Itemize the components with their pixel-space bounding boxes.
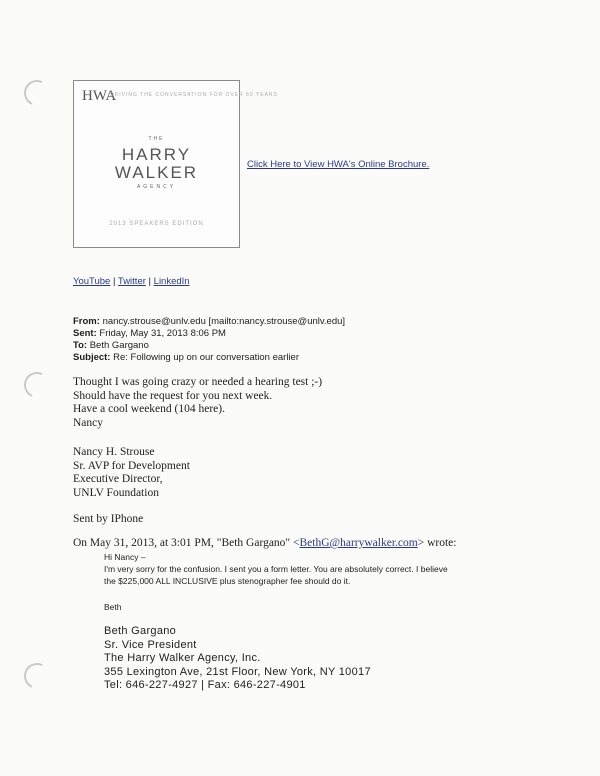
hole-punch-mark-bottom bbox=[20, 659, 53, 692]
to-row bbox=[73, 340, 345, 352]
quoted-body bbox=[104, 551, 448, 587]
quoted-signature-line: Sr. Vice President bbox=[104, 638, 197, 651]
hole-punch-mark-top bbox=[20, 76, 53, 109]
quoted-signature-line: The Harry Walker Agency, Inc. bbox=[104, 652, 261, 664]
quote-intro bbox=[73, 537, 456, 551]
reply-line: Have a cool weekend (104 here). bbox=[73, 403, 225, 415]
reply-line: Thought I was going crazy or needed a hearing test ;-) bbox=[73, 376, 323, 388]
hole-punch-mark-middle bbox=[20, 368, 53, 401]
brochure-title-walker: WALKER bbox=[114, 163, 199, 182]
brochure-title-agency: AGENCY bbox=[136, 184, 177, 190]
quoted-signature bbox=[104, 625, 371, 693]
quote-intro-prefix: On May 31, 2013, at 3:01 PM, "Beth Gargano" < bbox=[73, 537, 300, 549]
social-links bbox=[73, 276, 190, 287]
brochure-edition: 2013 SPEAKERS EDITION bbox=[109, 221, 204, 227]
signature-line: UNLV Foundation bbox=[73, 486, 159, 499]
hwa-logo: HWA bbox=[82, 88, 117, 104]
linkedin-link[interactable]: LinkedIn bbox=[153, 276, 190, 287]
to-value: Beth Gargano bbox=[89, 340, 149, 351]
quoted-signature-line: 355 Lexington Ave, 21st Floor, New York, NY 10017 bbox=[104, 665, 371, 678]
twitter-link[interactable]: Twitter bbox=[117, 276, 146, 287]
to-label: To: bbox=[73, 340, 88, 351]
from-value: nancy.strouse@unlv.edu [mailto:nancy.strouse@unlv.edu] bbox=[102, 316, 346, 327]
quoted-line: the $225,000 ALL INCLUSIVE plus stenographer fee should do it. bbox=[104, 576, 351, 586]
reply-body bbox=[73, 376, 322, 430]
reply-line: Nancy bbox=[73, 416, 104, 429]
signature-line: Executive Director, bbox=[73, 473, 163, 485]
youtube-link[interactable]: YouTube bbox=[73, 276, 111, 287]
quoted-greeting: Hi Nancy – bbox=[104, 552, 146, 562]
social-separator: | bbox=[148, 276, 152, 287]
hwa-tagline: DRIVING THE CONVERSATION FOR OVER 60 YEARS bbox=[110, 92, 278, 98]
from-label: From: bbox=[73, 316, 100, 327]
subject-label: Subject: bbox=[73, 352, 111, 363]
quoted-line: I'm very sorry for the confusion. I sent you a form letter. You are absolutely correct. I believe bbox=[104, 564, 448, 574]
brochure-link[interactable]: Click Here to View HWA's Online Brochure. bbox=[247, 159, 430, 170]
social-separator: | bbox=[112, 276, 116, 287]
signature-line: Sr. AVP for Development bbox=[73, 459, 190, 472]
sender-email-link[interactable]: BethG@harrywalker.com bbox=[299, 537, 418, 549]
sent-label: Sent: bbox=[73, 328, 97, 339]
brochure-title-the: THE bbox=[148, 136, 165, 142]
brochure-title-harry: HARRY bbox=[121, 145, 192, 164]
reply-line: Should have the request for you next week. bbox=[73, 389, 273, 402]
from-row bbox=[73, 316, 345, 328]
email-header bbox=[73, 316, 345, 364]
sent-value: Friday, May 31, 2013 8:06 PM bbox=[99, 328, 226, 339]
quoted-signature-line: Beth Gargano bbox=[104, 625, 177, 637]
sent-row bbox=[73, 328, 345, 340]
subject-value: Re: Following up on our conversation earlier bbox=[113, 352, 300, 363]
reply-signature bbox=[73, 446, 190, 500]
subject-row bbox=[73, 352, 345, 364]
quoted-signoff: Beth bbox=[104, 602, 122, 612]
quote-intro-suffix: > wrote: bbox=[417, 537, 457, 549]
brochure-thumbnail[interactable] bbox=[73, 80, 278, 248]
quoted-signature-line: Tel: 646-227-4927 | Fax: 646-227-4901 bbox=[104, 679, 306, 691]
sent-by-line: Sent by IPhone bbox=[73, 513, 144, 525]
signature-line: Nancy H. Strouse bbox=[73, 446, 155, 458]
